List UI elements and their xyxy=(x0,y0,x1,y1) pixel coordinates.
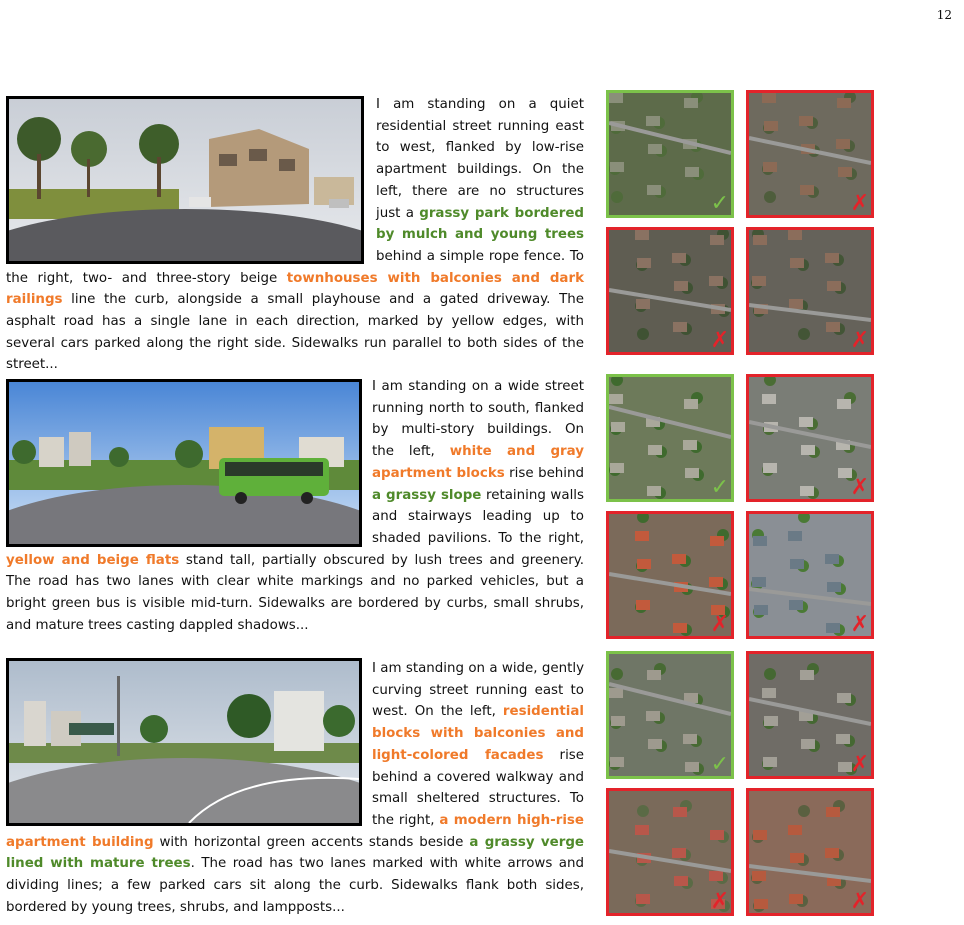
text-segment: . The road has two lanes marked with white arrows and dividing lines; a few parked cars sit along the curb. Sidewalks flank both sides, bordered by young trees, shrubs, and lampposts... xyxy=(6,856,584,915)
satellite-grid-3 xyxy=(606,651,878,919)
text-segment: with horizontal green accents stands beside xyxy=(153,834,470,850)
orange-highlight: townhouses with balconies and dark railings xyxy=(6,270,584,308)
text-segment: rise behind xyxy=(504,465,585,481)
orange-highlight: a modern high-rise apartment building xyxy=(6,812,584,850)
cross-icon: ✗ xyxy=(710,889,729,914)
satellite-tile xyxy=(606,374,734,502)
description-block-2 xyxy=(6,376,584,636)
satellite-grid-2 xyxy=(606,374,878,642)
text-segment: stand tall, partially obscured by lush trees and greenery. The road has two lanes with clear white markings and no parked vehicles, but a bright green bus is visible mid-turn. Sidewalks are bordered by curbs, small shrubs, and mature trees casting dappled shadows... xyxy=(6,552,584,633)
satellite-grid-1 xyxy=(606,90,878,358)
text-segment: I am standing on a quiet residential street running east to west, flanked by low-rise apartment buildings. On the left, there are no structures just a xyxy=(376,97,584,221)
green-highlight: a grassy verge lined with mature trees xyxy=(6,834,585,872)
text-segment: I am standing on a wide street running north to south, flanked by multi-story buildings. On the left, xyxy=(372,379,584,460)
cross-icon: ✗ xyxy=(850,612,869,637)
satellite-tile xyxy=(746,90,874,218)
text-segment: line the curb, alongside a small playhouse and a gated driveway. The asphalt road has a single lane in each direction, marked by yellow edges, with several cars parked along the right side. Sidewalks run parallel to both sides of the street... xyxy=(6,292,584,373)
street-panorama-3 xyxy=(6,658,362,826)
satellite-tile xyxy=(606,651,734,779)
street-panorama-2 xyxy=(6,379,362,547)
street-panorama-1 xyxy=(6,96,364,264)
text-segment: I am standing on a wide, gently curving street running east to west. On the left, xyxy=(372,661,584,720)
cross-icon: ✗ xyxy=(850,889,869,914)
satellite-tile xyxy=(746,788,874,916)
check-icon: ✓ xyxy=(710,191,729,216)
page-number: 12 xyxy=(936,8,952,22)
satellite-tile xyxy=(606,227,734,355)
text-segment: behind a simple rope fence. To the right, two- and three-story beige xyxy=(6,248,584,286)
description-block-3 xyxy=(6,658,584,918)
green-highlight: grassy park bordered by mulch and young trees xyxy=(376,205,584,243)
cross-icon: ✗ xyxy=(710,612,729,637)
cross-icon: ✗ xyxy=(710,328,729,353)
check-icon: ✓ xyxy=(710,752,729,777)
description-block-1 xyxy=(6,94,584,376)
orange-highlight: yellow and beige flats xyxy=(6,552,180,568)
green-highlight: a grassy slope xyxy=(372,487,482,503)
satellite-tile xyxy=(606,511,734,639)
orange-highlight: white and gray apartment blocks xyxy=(372,444,584,481)
check-icon: ✓ xyxy=(710,475,729,500)
satellite-tile xyxy=(746,651,874,779)
cross-icon: ✗ xyxy=(850,328,869,353)
satellite-tile xyxy=(746,511,874,639)
satellite-tile xyxy=(746,374,874,502)
cross-icon: ✗ xyxy=(850,191,869,216)
satellite-tile xyxy=(606,788,734,916)
text-segment: retaining walls and stairways leading up to shaded pavilions. To the right, xyxy=(372,487,584,546)
text-segment: rise behind a covered walkway and small sheltered structures. To the right, xyxy=(372,747,585,828)
cross-icon: ✗ xyxy=(850,475,869,500)
cross-icon: ✗ xyxy=(850,752,869,777)
orange-highlight: residential blocks with balconies and light-colored facades xyxy=(372,704,584,763)
satellite-tile xyxy=(606,90,734,218)
satellite-tile xyxy=(746,227,874,355)
